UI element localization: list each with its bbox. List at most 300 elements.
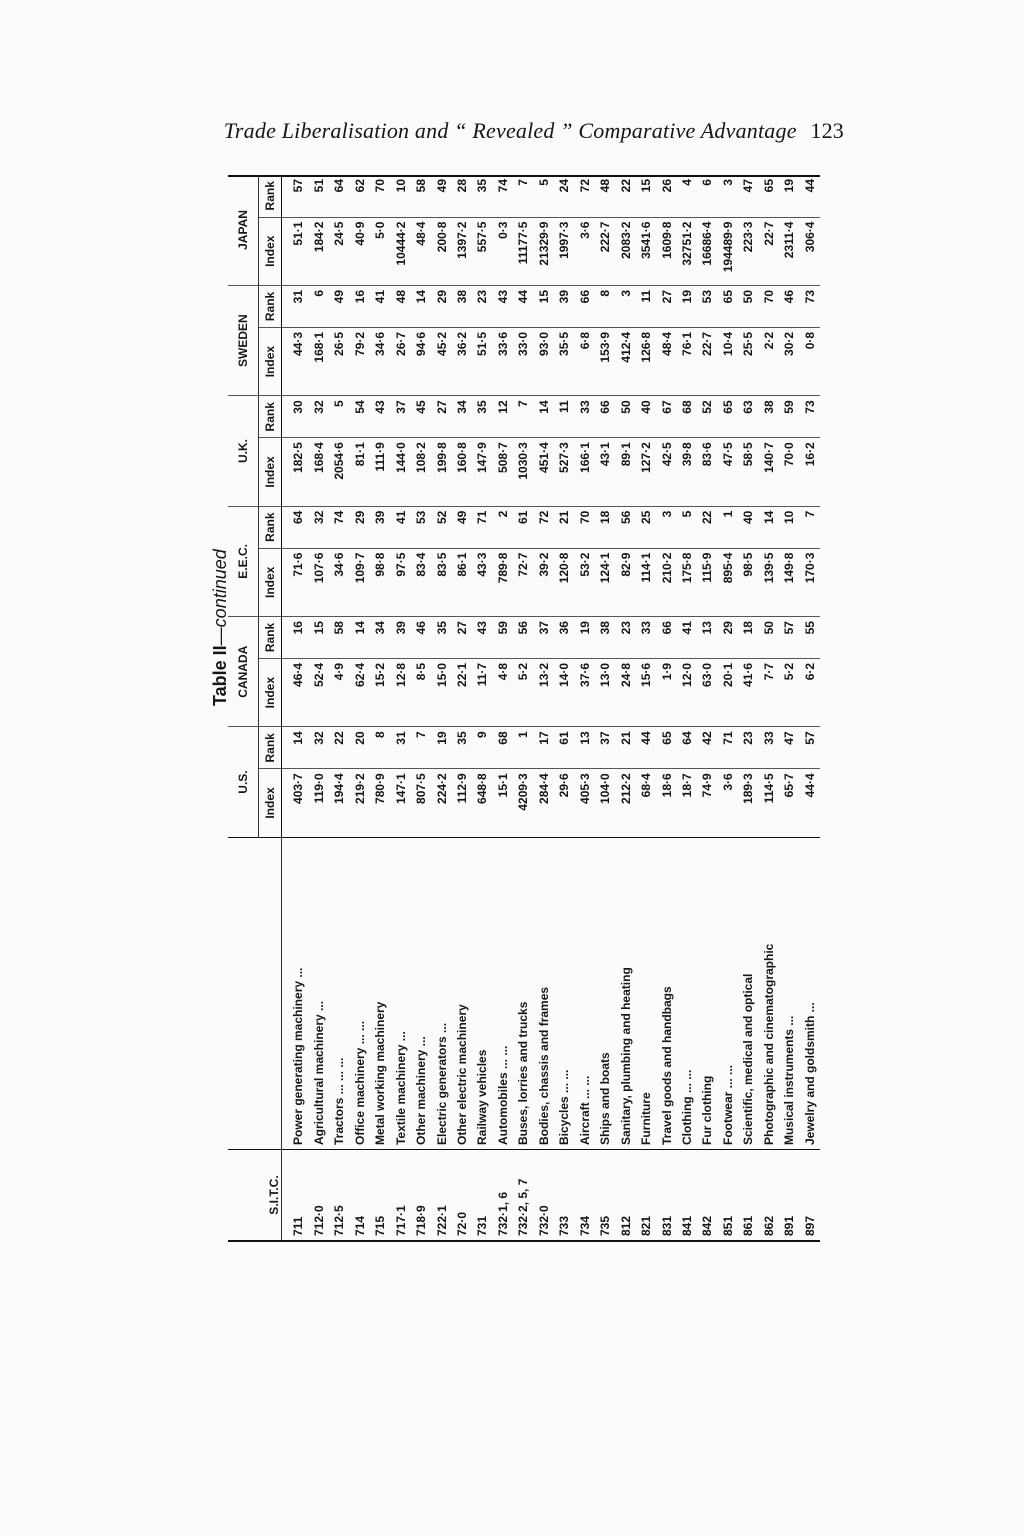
table-row: [370, 175, 390, 1240]
japan-rank: 26: [656, 175, 676, 217]
rank-header-japan: Rank: [259, 175, 282, 217]
us-rank: 37: [595, 727, 615, 769]
us-index: 44·4: [800, 769, 821, 837]
country-header-us: U.S.: [228, 727, 259, 837]
us-rank: 33: [759, 727, 779, 769]
sweden-rank: 38: [452, 285, 472, 327]
sweden-rank: 46: [779, 285, 799, 327]
canada-index: 4·8: [493, 658, 513, 726]
sweden-index: 26·5: [329, 327, 349, 395]
japan-index: 2311·4: [779, 217, 799, 285]
uk-rank: 67: [656, 396, 676, 438]
sweden-index: 93·0: [534, 327, 554, 395]
sweden-index: 76·1: [677, 327, 697, 395]
table-body: [282, 175, 821, 1240]
uk-rank: 59: [779, 396, 799, 438]
us-rank: 17: [534, 727, 554, 769]
uk-rank: 54: [350, 396, 370, 438]
japan-rank: 72: [575, 175, 595, 217]
canada-rank: 33: [636, 617, 656, 659]
eec-rank: 25: [636, 506, 656, 548]
japan-rank: 62: [350, 175, 370, 217]
japan-rank: 74: [493, 175, 513, 217]
sitc-code: 717·1: [393, 1205, 408, 1236]
rotated-table-container: [228, 175, 820, 1240]
japan-rank: 15: [636, 175, 656, 217]
japan-rank: 6: [697, 175, 717, 217]
japan-rank: 44: [800, 175, 821, 217]
uk-index: 108·2: [411, 438, 431, 506]
uk-index: 451·4: [534, 438, 554, 506]
eec-index: 86·1: [452, 548, 472, 616]
eec-rank: 52: [431, 506, 451, 548]
table-row: [656, 175, 676, 1240]
table-row: [595, 175, 615, 1240]
uk-index: 160·8: [452, 438, 472, 506]
sitc-code: 714: [352, 1215, 367, 1236]
canada-index: 37·6: [575, 658, 595, 726]
eec-rank: 18: [595, 506, 615, 548]
eec-index: 72·7: [513, 548, 533, 616]
sweden-rank: 27: [656, 285, 676, 327]
table-row: [759, 175, 779, 1240]
eec-index: 82·9: [615, 548, 635, 616]
japan-index: 222·7: [595, 217, 615, 285]
sitc-code: 733: [557, 1215, 572, 1236]
japan-index: 16686·4: [697, 217, 717, 285]
canada-rank: 16: [282, 617, 309, 659]
canada-index: 22·1: [452, 658, 472, 726]
canada-index: 5·2: [779, 658, 799, 726]
japan-index: 32751·2: [677, 217, 697, 285]
table-row: [738, 175, 758, 1240]
sweden-index: 2·2: [759, 327, 779, 395]
commodity-description: Automobiles ... ...: [493, 837, 513, 1149]
uk-rank: 34: [452, 396, 472, 438]
table-row: [411, 175, 431, 1240]
us-index: 4209·3: [513, 769, 533, 837]
canada-rank: 66: [656, 617, 676, 659]
us-rank: 31: [390, 727, 410, 769]
uk-index: 16·2: [800, 438, 821, 506]
japan-rank: 47: [738, 175, 758, 217]
japan-rank: 49: [431, 175, 451, 217]
commodity-description: Ships and boats: [595, 837, 615, 1149]
us-index: 68·4: [636, 769, 656, 837]
japan-rank: 7: [513, 175, 533, 217]
canada-rank: 39: [390, 617, 410, 659]
us-index: 224·2: [431, 769, 451, 837]
commodity-description: Musical instruments ...: [779, 837, 799, 1149]
sweden-rank: 15: [534, 285, 554, 327]
page-number: 123: [810, 118, 844, 143]
uk-rank: 35: [472, 396, 492, 438]
us-index: 3·6: [718, 769, 738, 837]
japan-rank: 28: [452, 175, 472, 217]
eec-rank: 21: [554, 506, 574, 548]
us-rank: 21: [615, 727, 635, 769]
us-index: 74·9: [697, 769, 717, 837]
us-index: 104·0: [595, 769, 615, 837]
commodity-description: Metal working machinery: [370, 837, 390, 1149]
japan-index: 1997·3: [554, 217, 574, 285]
index-header-canada: Index: [259, 658, 282, 726]
eec-index: 98·5: [738, 548, 758, 616]
sitc-code: 891: [782, 1215, 797, 1236]
canada-index: 62·4: [350, 658, 370, 726]
eec-rank: 7: [800, 506, 821, 548]
japan-rank: 65: [759, 175, 779, 217]
running-head-title: Trade Liberalisation and “ Revealed ” Comparative Advantage: [223, 118, 797, 143]
uk-rank: 38: [759, 396, 779, 438]
commodity-description: Electric generators ...: [431, 837, 451, 1149]
table-row: [329, 175, 349, 1240]
japan-index: 184·2: [309, 217, 329, 285]
eec-rank: 2: [493, 506, 513, 548]
sweden-rank: 19: [677, 285, 697, 327]
uk-rank: 11: [554, 396, 574, 438]
eec-index: 83·5: [431, 548, 451, 616]
us-index: 114·5: [759, 769, 779, 837]
uk-index: 2054·6: [329, 438, 349, 506]
rank-header-sweden: Rank: [259, 285, 282, 327]
description-header: [228, 837, 282, 1149]
eec-rank: 53: [411, 506, 431, 548]
sweden-rank: 43: [493, 285, 513, 327]
uk-index: 58·5: [738, 438, 758, 506]
uk-index: 168·4: [309, 438, 329, 506]
table-row: [452, 175, 472, 1240]
canada-index: 11·7: [472, 658, 492, 726]
table-row: [350, 175, 370, 1240]
country-header-sweden: SWEDEN: [228, 285, 259, 395]
commodity-description: Power generating machinery ...: [282, 837, 309, 1149]
japan-rank: 4: [677, 175, 697, 217]
uk-rank: 32: [309, 396, 329, 438]
eec-index: 109·7: [350, 548, 370, 616]
sitc-code: 841: [680, 1215, 694, 1236]
canada-index: 24·8: [615, 658, 635, 726]
uk-rank: 43: [370, 396, 390, 438]
us-index: 15·1: [493, 769, 513, 837]
japan-index: 3541·6: [636, 217, 656, 285]
uk-rank: 65: [718, 396, 738, 438]
uk-index: 42·5: [656, 438, 676, 506]
japan-rank: 70: [370, 175, 390, 217]
canada-index: 14·0: [554, 658, 574, 726]
sitc-code: 731: [475, 1215, 490, 1236]
canada-rank: 58: [329, 617, 349, 659]
canada-index: 12·8: [390, 658, 410, 726]
commodity-description: Photographic and cinematographic: [759, 837, 779, 1149]
sitc-code: 732·0: [536, 1205, 551, 1236]
commodity-description: Clothing ... ...: [677, 837, 697, 1149]
uk-rank: 52: [697, 396, 717, 438]
us-rank: 42: [697, 727, 717, 769]
japan-rank: 19: [779, 175, 799, 217]
commodity-description: Sanitary, plumbing and heating: [615, 837, 635, 1149]
commodity-description: Tractors ... ... ...: [329, 837, 349, 1149]
us-rank: 19: [431, 727, 451, 769]
sweden-index: 26·7: [390, 327, 410, 395]
table-row: [800, 175, 821, 1240]
sitc-code: 711: [291, 1216, 306, 1236]
eec-rank: 3: [656, 506, 676, 548]
canada-rank: 38: [595, 617, 615, 659]
canada-index: 5·2: [513, 658, 533, 726]
uk-index: 43·1: [595, 438, 615, 506]
canada-rank: 19: [575, 617, 595, 659]
eec-index: 170·3: [800, 548, 821, 616]
canada-index: 20·1: [718, 658, 738, 726]
japan-index: 10444·2: [390, 217, 410, 285]
us-rank: 13: [575, 727, 595, 769]
sweden-rank: 8: [595, 285, 615, 327]
sweden-rank: 65: [718, 285, 738, 327]
us-index: 194·4: [329, 769, 349, 837]
sweden-index: 0·8: [800, 327, 821, 395]
uk-index: 140·7: [759, 438, 779, 506]
canada-index: 6·2: [800, 658, 821, 726]
us-index: 119·0: [309, 769, 329, 837]
us-index: 284·4: [534, 769, 554, 837]
us-rank: 61: [554, 727, 574, 769]
eec-rank: 71: [472, 506, 492, 548]
sweden-index: 34·6: [370, 327, 390, 395]
sweden-index: 25·5: [738, 327, 758, 395]
sweden-index: 6·8: [575, 327, 595, 395]
uk-rank: 73: [800, 396, 821, 438]
eec-rank: 14: [759, 506, 779, 548]
eec-rank: 74: [329, 506, 349, 548]
canada-rank: 55: [800, 617, 821, 659]
uk-index: 527·3: [554, 438, 574, 506]
japan-index: 194489·9: [718, 217, 738, 285]
rank-header-eec: Rank: [259, 506, 282, 548]
commodity-description: Aircraft ... ...: [575, 837, 595, 1149]
sweden-rank: 29: [431, 285, 451, 327]
eec-rank: 61: [513, 506, 533, 548]
sweden-rank: 44: [513, 285, 533, 327]
canada-index: 15·2: [370, 658, 390, 726]
sitc-code: 812: [618, 1215, 633, 1236]
japan-rank: 3: [718, 175, 738, 217]
us-rank: 71: [718, 727, 738, 769]
sweden-index: 51·5: [472, 327, 492, 395]
japan-rank: 48: [595, 175, 615, 217]
canada-rank: 35: [431, 617, 451, 659]
canada-rank: 23: [615, 617, 635, 659]
us-rank: 22: [329, 727, 349, 769]
eec-rank: 29: [350, 506, 370, 548]
commodity-description: Footwear ... ...: [718, 837, 738, 1149]
sitc-code: 861: [741, 1215, 756, 1236]
japan-index: 3·6: [575, 217, 595, 285]
uk-rank: 5: [329, 396, 349, 438]
eec-rank: 72: [534, 506, 554, 548]
us-rank: 1: [513, 727, 533, 769]
eec-rank: 39: [370, 506, 390, 548]
eec-index: 114·1: [636, 548, 656, 616]
commodity-description: Other electric machinery: [452, 837, 472, 1149]
sweden-index: 33·6: [493, 327, 513, 395]
japan-index: 24·5: [329, 217, 349, 285]
canada-rank: 57: [779, 617, 799, 659]
japan-rank: 10: [390, 175, 410, 217]
sweden-index: 30·2: [779, 327, 799, 395]
index-header-uk: Index: [259, 438, 282, 506]
japan-index: 51·1: [282, 217, 309, 285]
sweden-rank: 53: [697, 285, 717, 327]
uk-index: 70·0: [779, 438, 799, 506]
country-header-uk: U.K.: [228, 396, 259, 506]
sweden-rank: 39: [554, 285, 574, 327]
sitc-code: 897: [802, 1215, 817, 1236]
table-row: [493, 175, 513, 1240]
commodity-description: Textile machinery ...: [390, 837, 410, 1149]
rank-header-canada: Rank: [259, 617, 282, 659]
sweden-rank: 70: [759, 285, 779, 327]
japan-rank: 57: [282, 175, 309, 217]
sitc-code: 735: [598, 1215, 613, 1236]
japan-rank: 5: [534, 175, 554, 217]
sweden-index: 79·2: [350, 327, 370, 395]
table-row: [554, 175, 574, 1240]
us-index: 189·3: [738, 769, 758, 837]
canada-rank: 15: [309, 617, 329, 659]
japan-index: 22·7: [759, 217, 779, 285]
japan-index: 11177·5: [513, 217, 533, 285]
sitc-code: 842: [700, 1215, 715, 1236]
canada-rank: 46: [411, 617, 431, 659]
index-header-sweden: Index: [259, 327, 282, 395]
japan-rank: 58: [411, 175, 431, 217]
japan-rank: 24: [554, 175, 574, 217]
eec-index: 210·2: [656, 548, 676, 616]
sitc-code: 712·0: [311, 1205, 326, 1236]
eec-index: 895·4: [718, 548, 738, 616]
index-header-eec: Index: [259, 548, 282, 616]
sitc-code: 831: [659, 1215, 674, 1236]
sitc-code: 712·5: [332, 1205, 347, 1236]
sweden-index: 10·4: [718, 327, 738, 395]
eec-rank: 10: [779, 506, 799, 548]
uk-rank: 37: [390, 396, 410, 438]
commodity-description: Agricultural machinery ...: [309, 837, 329, 1149]
eec-rank: 5: [677, 506, 697, 548]
japan-index: 200·8: [431, 217, 451, 285]
sitc-code: 732·2, 5, 7: [516, 1178, 531, 1236]
table-bottom-rule: [228, 1240, 820, 1242]
us-rank: 64: [677, 727, 697, 769]
canada-rank: 43: [472, 617, 492, 659]
table-row: [390, 175, 410, 1240]
uk-index: 1030·3: [513, 438, 533, 506]
sweden-index: 22·7: [697, 327, 717, 395]
us-rank: 57: [800, 727, 821, 769]
table-row: [575, 175, 595, 1240]
commodity-description: Travel goods and handbags: [656, 837, 676, 1149]
rank-header-uk: Rank: [259, 396, 282, 438]
sweden-rank: 16: [350, 285, 370, 327]
uk-rank: 14: [534, 396, 554, 438]
us-index: 212·2: [615, 769, 635, 837]
uk-rank: 33: [575, 396, 595, 438]
us-rank: 68: [493, 727, 513, 769]
sweden-index: 33·0: [513, 327, 533, 395]
eec-index: 34·6: [329, 548, 349, 616]
table-row: [472, 175, 492, 1240]
uk-rank: 30: [282, 396, 309, 438]
eec-rank: 49: [452, 506, 472, 548]
sweden-rank: 23: [472, 285, 492, 327]
canada-rank: 50: [759, 617, 779, 659]
uk-index: 147·9: [472, 438, 492, 506]
japan-index: 0·3: [493, 217, 513, 285]
commodity-description: Bicycles ... ...: [554, 837, 574, 1149]
us-index: 807·5: [411, 769, 431, 837]
eec-rank: 41: [390, 506, 410, 548]
sitc-code: 734: [577, 1215, 592, 1236]
canada-rank: 14: [350, 617, 370, 659]
table-row: [636, 175, 656, 1240]
canada-index: 12·0: [677, 658, 697, 726]
eec-rank: 64: [282, 506, 309, 548]
canada-index: 46·4: [282, 658, 309, 726]
eec-rank: 1: [718, 506, 738, 548]
us-index: 112·9: [452, 769, 472, 837]
sweden-rank: 48: [390, 285, 410, 327]
table-row: [718, 175, 738, 1240]
uk-index: 144·0: [390, 438, 410, 506]
us-index: 29·6: [554, 769, 574, 837]
canada-rank: 34: [370, 617, 390, 659]
canada-rank: 13: [697, 617, 717, 659]
canada-index: 1·9: [656, 658, 676, 726]
us-rank: 9: [472, 727, 492, 769]
sweden-index: 36·2: [452, 327, 472, 395]
uk-rank: 12: [493, 396, 513, 438]
canada-index: 7·7: [759, 658, 779, 726]
canada-index: 4·9: [329, 658, 349, 726]
uk-rank: 7: [513, 396, 533, 438]
table-row: [309, 175, 329, 1240]
eec-rank: 32: [309, 506, 329, 548]
uk-rank: 66: [595, 396, 615, 438]
canada-index: 13·0: [595, 658, 615, 726]
sweden-index: 35·5: [554, 327, 574, 395]
sitc-header: S.I.T.C.: [228, 1150, 282, 1240]
uk-index: 508·7: [493, 438, 513, 506]
uk-index: 81·1: [350, 438, 370, 506]
uk-index: 199·8: [431, 438, 451, 506]
table-row: [615, 175, 635, 1240]
japan-rank: 64: [329, 175, 349, 217]
sitc-code: 718·9: [414, 1205, 429, 1236]
uk-rank: 50: [615, 396, 635, 438]
us-index: 18·7: [677, 769, 697, 837]
sitc-code: 851: [720, 1215, 735, 1236]
uk-rank: 63: [738, 396, 758, 438]
japan-index: 21329·9: [534, 217, 554, 285]
us-rank: 47: [779, 727, 799, 769]
table-row: [677, 175, 697, 1240]
sweden-index: 94·6: [411, 327, 431, 395]
sweden-index: 168·1: [309, 327, 329, 395]
sweden-rank: 31: [282, 285, 309, 327]
us-rank: 8: [370, 727, 390, 769]
index-header-us: Index: [259, 769, 282, 837]
